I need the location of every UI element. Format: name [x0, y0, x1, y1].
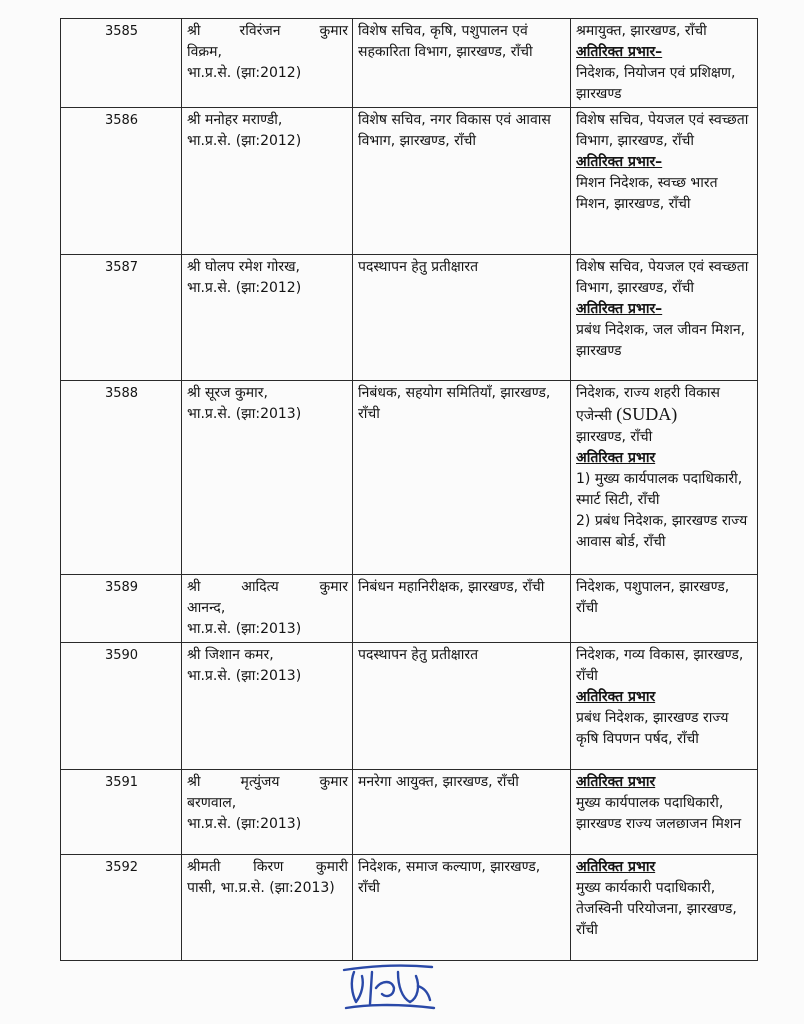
suda-abbreviation: (SUDA) [616, 404, 678, 424]
serial-number: 3589 [61, 575, 182, 643]
officer-name [182, 855, 353, 961]
additional-charge-text: प्रबंध निदेशक, झारखण्ड राज्य कृषि विपणन पर्षद, राँची [576, 710, 729, 747]
officer-name-line: श्री रविरंजन कुमार [187, 23, 348, 39]
serial-number: 3588 [61, 381, 182, 575]
table-row [61, 643, 758, 770]
current-post: विशेष सचिव, कृषि, पशुपालन एवं सहकारिता विभाग, झारखण्ड, राँची [353, 19, 571, 108]
officer-service: भा.प्र.से. (झा:2012) [187, 280, 302, 296]
officer-name-line: श्री मृत्युंजय कुमार [187, 774, 348, 790]
additional-charge-text: मुख्य कार्यपालक पदाधिकारी, झारखण्ड राज्य जलछाजन मिशन [576, 795, 742, 832]
current-post: निबंधन महानिरीक्षक, झारखण्ड, राँची [353, 575, 571, 643]
officer-name [182, 108, 353, 255]
new-post-text: निदेशक, पशुपालन, झारखण्ड, राँची [576, 579, 730, 616]
new-post-text: श्रमायुक्त, झारखण्ड, राँची [576, 23, 707, 39]
officer-name-line: श्री घोलप रमेश गोरख, [187, 259, 300, 275]
officer-service: भा.प्र.से. (झा:2013) [187, 668, 302, 684]
serial-number: 3592 [61, 855, 182, 961]
current-post: निबंधक, सहयोग समितियाँ, झारखण्ड, राँची [353, 381, 571, 575]
table-row [61, 108, 758, 255]
additional-charge-text: मिशन निदेशक, स्वच्छ भारत मिशन, झारखण्ड, राँची [576, 175, 718, 212]
new-post-text: विशेष सचिव, पेयजल एवं स्वच्छता विभाग, झारखण्ड, राँची [576, 112, 749, 149]
additional-charge-label: अतिरिक्त प्रभार– [576, 154, 663, 170]
current-post: विशेष सचिव, नगर विकास एवं आवास विभाग, झारखण्ड, राँची [353, 108, 571, 255]
new-post [571, 19, 758, 108]
current-post: निदेशक, समाज कल्याण, झारखण्ड, राँची [353, 855, 571, 961]
table-row [61, 381, 758, 575]
officer-name [182, 381, 353, 575]
additional-charge-label: अतिरिक्त प्रभार– [576, 44, 663, 60]
handwritten-signature [340, 958, 440, 1016]
new-post-text: विशेष सचिव, पेयजल एवं स्वच्छता विभाग, झारखण्ड, राँची [576, 259, 749, 296]
current-post: पदस्थापन हेतु प्रतीक्षारत [353, 643, 571, 770]
officer-name-line: श्री आदित्य कुमार [187, 579, 348, 595]
new-post [571, 855, 758, 961]
officer-name [182, 255, 353, 381]
table-row [61, 575, 758, 643]
officer-name-line: श्री जिशान कमर, [187, 647, 274, 663]
officer-name-line: श्रीमती किरण कुमारी [187, 859, 348, 875]
officer-service: भा.प्र.से. (झा:2013) [187, 406, 302, 422]
officer-service: भा.प्र.से. (झा:2013) [187, 621, 302, 637]
serial-number: 3585 [61, 19, 182, 108]
additional-charge-text: प्रबंध निदेशक, जल जीवन मिशन, झारखण्ड [576, 322, 746, 359]
current-post: मनरेगा आयुक्त, झारखण्ड, राँची [353, 770, 571, 855]
new-post [571, 108, 758, 255]
new-post [571, 575, 758, 643]
officer-name [182, 575, 353, 643]
table-row [61, 19, 758, 108]
officer-service: भा.प्र.से. (झा:2012) [187, 133, 302, 149]
new-post [571, 381, 758, 575]
additional-charge-label: अतिरिक्त प्रभार [576, 689, 656, 705]
officer-name-line: बरणवाल, [187, 795, 237, 811]
additional-charge-label: अतिरिक्त प्रभार– [576, 301, 663, 317]
officer-name-line: आनन्द, [187, 600, 226, 616]
serial-number: 3586 [61, 108, 182, 255]
officer-name-line: विक्रम, [187, 44, 222, 60]
new-post-text: निदेशक, गव्य विकास, झारखण्ड, राँची [576, 647, 744, 684]
current-post: पदस्थापन हेतु प्रतीक्षारत [353, 255, 571, 381]
additional-charge-label: अतिरिक्त प्रभार [576, 774, 656, 790]
serial-number: 3591 [61, 770, 182, 855]
additional-charge-item: 2) प्रबंध निदेशक, झारखण्ड राज्य आवास बोर्ड, राँची [576, 513, 748, 550]
table-row [61, 255, 758, 381]
additional-charge-text: निदेशक, नियोजन एवं प्रशिक्षण, झारखण्ड [576, 65, 736, 102]
additional-charge-item: 1) मुख्य कार्यपालक पदाधिकारी, स्मार्ट सिटी, राँची [576, 471, 743, 508]
officer-service: भा.प्र.से. (झा:2012) [187, 65, 302, 81]
table-row [61, 770, 758, 855]
additional-charge-label: अतिरिक्त प्रभार [576, 450, 656, 466]
serial-number: 3587 [61, 255, 182, 381]
officer-name [182, 643, 353, 770]
new-post [571, 643, 758, 770]
new-post [571, 255, 758, 381]
additional-charge-label: अतिरिक्त प्रभार [576, 859, 656, 875]
table-row [61, 855, 758, 961]
officer-name-line: पासी, भा.प्र.से. (झा:2013) [187, 880, 335, 896]
additional-charge-text: मुख्य कार्यकारी पदाधिकारी, तेजस्विनी परियोजना, झारखण्ड, राँची [576, 880, 737, 938]
new-post-location: झारखण्ड, राँची [576, 429, 653, 445]
new-post-text [576, 383, 753, 427]
officer-name [182, 770, 353, 855]
new-post-text-part: निदेशक, राज्य शहरी विकास एजेन्सी [576, 385, 720, 424]
officer-name-line: श्री सूरज कुमार, [187, 385, 268, 401]
officer-name [182, 19, 353, 108]
new-post [571, 770, 758, 855]
serial-number: 3590 [61, 643, 182, 770]
officer-service: भा.प्र.से. (झा:2013) [187, 816, 302, 832]
officer-transfer-table [60, 18, 758, 961]
officer-name-line: श्री मनोहर मराण्डी, [187, 112, 283, 128]
